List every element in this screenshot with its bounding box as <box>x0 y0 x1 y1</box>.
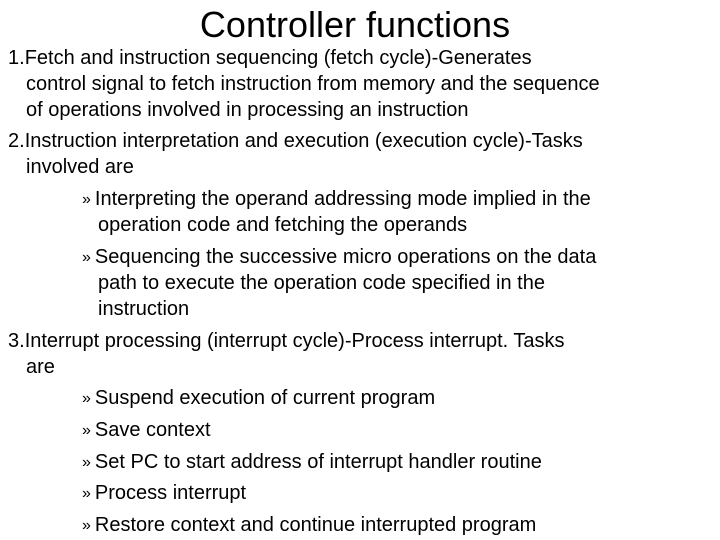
item-2-number: 2. <box>8 130 25 152</box>
item-2-subitem-1 <box>82 187 591 212</box>
item-1-text-line-2: control signal to fetch instruction from memory and the sequence <box>26 73 600 95</box>
item-3-subitem-5-line-1: Restore context and continue interrupted program <box>94 514 537 536</box>
item-3-subitem-1 <box>82 386 435 411</box>
item-1-number: 1. <box>8 47 25 69</box>
item-1-text-line-3: of operations involved in processing an instruction <box>26 99 469 121</box>
item-3-line-1 <box>8 329 565 353</box>
bullet-icon: » <box>82 517 91 534</box>
item-3-number: 3. <box>8 330 25 352</box>
item-2-subitem-2-line-2: path to execute the operation code specified in the <box>98 272 545 294</box>
bullet-icon: » <box>82 249 91 266</box>
item-3-subitem-2-line-1: Save context <box>94 419 211 441</box>
item-2-subitem-2-line-1: Sequencing the successive micro operations on the data <box>94 246 597 268</box>
item-2-subitem-1-line-1: Interpreting the operand addressing mode implied in the <box>94 188 591 210</box>
bullet-icon: » <box>82 485 91 502</box>
item-3-text-line-1: Interrupt processing (interrupt cycle)-Process interrupt. Tasks <box>24 330 565 352</box>
bullet-icon: » <box>82 191 91 208</box>
item-2-text-line-2: involved are <box>26 156 134 178</box>
item-2-subitem-1-line-2: operation code and fetching the operands <box>98 214 468 236</box>
item-1-line-1 <box>8 46 532 70</box>
item-3-subitem-2 <box>82 418 211 443</box>
item-3-subitem-3-line-1: Set PC to start address of interrupt handler routine <box>94 451 542 473</box>
slide-title: Controller functions <box>199 4 511 45</box>
item-2-text-line-1: Instruction interpretation and execution (execution cycle)-Tasks <box>24 130 583 152</box>
bullet-icon: » <box>82 454 91 471</box>
item-2-subitem-2-line-3: instruction <box>98 298 190 320</box>
item-3-subitem-5 <box>82 513 536 538</box>
item-3-text-line-2: are <box>26 356 55 378</box>
item-2-subitem-2 <box>82 245 596 270</box>
bullet-icon: » <box>82 390 91 407</box>
item-1-text-line-1: Fetch and instruction sequencing (fetch cycle)-Generates <box>24 47 532 69</box>
item-2-line-1 <box>8 129 583 153</box>
item-3-subitem-4 <box>82 481 246 506</box>
bullet-icon: » <box>82 422 91 439</box>
item-3-subitem-4-line-1: Process interrupt <box>94 482 247 504</box>
item-3-subitem-1-line-1: Suspend execution of current program <box>94 387 436 409</box>
item-3-subitem-3 <box>82 450 542 475</box>
